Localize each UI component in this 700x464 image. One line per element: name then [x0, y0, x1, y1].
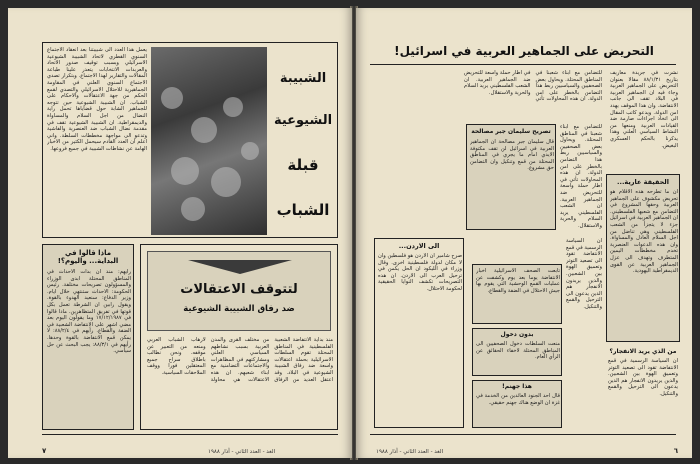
bottom-rule-right — [370, 434, 676, 435]
box-b-text: منعت السلطات دخول الصحفيين الى المناطق المحتلة لاخفاء الحقائق عن الرأي العام. — [476, 341, 560, 361]
page-number-right: ٦ — [673, 447, 678, 455]
who-heading: من الذي يريد الانفجار؟ — [609, 348, 677, 355]
detention-title-panel — [147, 251, 331, 331]
detention-subtitle: ضد رفاق الشبيبة الشيوعية — [183, 304, 295, 314]
page-number-left: ٧ — [42, 447, 47, 455]
col3-text: ان السياسة الرسمية في قمع الانتفاضة تقود الى تصعيد التوتر وتعميق الهوة بين الشعبين. والذين يريدون الانفجار هم الذين يدعون الى الترحيل والقمع والتنكيل. — [566, 238, 602, 310]
youth-feature-box — [42, 42, 338, 238]
detention-text: منذ بداية الانتفاضة الشعبية الفلسطينية في المناطق المحتلة تقوم السلطات الاسرائيلية بحملة اعتقالات واسعة ضد رفاق الشبيبة الشيوعية في البلاد. وقد اعتقل العديد من الرفاق من مختلف القرى والمدن العربية بسبب نشاطهم السياسي العلني ومشاركتهم في المظاهرات والاجتماعات التضامنية مع ابناء شعبهم. ان هذه الاعتقالات هي محاولة لارهاب الشباب العربي ومنعه من التعبير عن موقفه. ونحن نطالب باطلاق سراح جميع المعتقلين فورا ووقف الملاحقات السياسية. — [147, 337, 333, 383]
truth-heading: الحقيقة عارية... — [617, 178, 669, 186]
headline-line-1: الشبيبة — [279, 70, 327, 86]
right-page — [356, 8, 692, 458]
box-c-text: قال احد الجنود العائدين من الخدمة في غزة ان الوضع هناك جهنم حقيقي. — [476, 393, 560, 406]
box-c — [472, 380, 562, 428]
magazine-spread — [4, 2, 696, 460]
interview-heading-1: ماذا قالوا في — [64, 249, 112, 257]
detention-title: لتتوقف الاعتقالات — [180, 282, 298, 297]
sulaiman-text: قال سليمان جبر مصالحة ان الجماهير العربية في اسرائيل لن تقف مكتوفة الايدي امام ما يجري في المناطق المحتلة من قمع وتنكيل وان التضامن حق مشروع. — [470, 139, 554, 172]
intro-text: يعمل هذا العدد الى شبيبتنا بعد انعقاد الاجتماع السنوي القطري لاتحاد الشبيبة الشيوعية الاسرائيلي وبسبب توقيف صدور الاتحاد والعربدات الانتخابات يتعذر علينا طباعة المقالات والتقارير لهذا الاجتماع. وبتكرار تصدي الاجتماع السنوي العلني في المقاومة الجماهيرية للاحتلال الاسرائيلي والتصدي لقمع الحكم من جهة الاعتقالات والاحكام على الشباب. ان الشبيبة الشيوعية حين تتوجه للجماهير الشابة حول قضاياها تحمل راية النضال من اجل السلام والمساواة والديمقراطية. ان الشبيبة الشيوعية تقف في مقدمة نضال الشباب ضد العنصرية والفاشية وتدعو الى مواجهة مخططات السلطة. واني اعلم ان العدد القادم سيحمل الكثير من الاخبار الهامة عن نشاطات الشبيبة في جميع فروعها. — [47, 47, 147, 152]
sulaiman-heading: تصريح سليمان جبر مصالحة — [471, 128, 551, 135]
col2-text: للتضامن مع ابناء شعبنا في المناطق المحتلة. ويحاول بعض الصحفيين والسياسيين ربط هذا التضامن بالخطر على امن الدولة. ان هذه المحاولات تأتي في اطار حملة واسعة للتحريض ضد الجماهير العربية. ان الشعب الفلسطيني يريد السلام والحرية والاستقلال. — [464, 70, 602, 103]
jordan-heading: الى الاردن... — [398, 242, 440, 250]
left-page — [8, 8, 352, 458]
headline-line-3: قبلة — [287, 155, 319, 174]
youth-crowd-photo — [151, 47, 267, 235]
headline-line-4: الشباب — [276, 201, 330, 220]
photo-headline — [271, 57, 335, 233]
box-a — [472, 264, 562, 324]
box-b — [472, 328, 562, 376]
col2-continued: للتضامن مع ابناء شعبنا في المناطق المحتلة. ويحاول بعض الصحفيين والسياسيين ربط هذا التضامن بالخطر على امن الدولة. ان هذه المحاولات تأتي في اطار حملة واسعة للتحريض ضد الجماهير العربية. ان الشعب الفلسطيني يريد السلام والحرية والاستقلال. — [560, 124, 602, 229]
headline-line-2: الشيوعية — [273, 113, 333, 129]
headline-rule — [370, 64, 676, 65]
footer-left: الغد - العدد الثاني - آذار ١٩٨٨ — [208, 449, 276, 455]
box-a-text: تابعت الصحف الاسرائيلية اخبار الانتفاضة يوما بعد يوم وكشفت عن عمليات القمع الوحشية التي يقوم بها جيش الاحتلال في الضفة والقطاع. — [476, 268, 560, 294]
who-text: ان السياسة الرسمية في قمع الانتفاضة تقود الى تصعيد التوتر وتعميق الهوة بين الشعبين. والذين يريدون الانفجار هم الذين يدعون الى الترحيل والقمع والتنكيل. — [608, 358, 678, 397]
truth-text: ان ما تطرحه هذه الاقلام هو تحريض مكشوف على الجماهير العربية وحقها المشروع في التضامن مع شعبها الفلسطيني. ان الجماهير العربية في اسرائيل جزء لا يتجزأ من الشعب الفلسطيني وهي تناضل من اجل السلام العادل والمساواة. وان هذه الدعوات العنصرية تخدم مخططات اليمين المتطرف وتهدف الى عزل الجماهير العربية عن القوى الديمقراطية اليهودية. — [610, 189, 678, 275]
truth-box — [606, 174, 680, 342]
interview-heading-2: البداية... واليوم؟! — [57, 257, 119, 265]
footer-right: الغد - العدد الثاني - آذار ١٩٨٨ — [376, 449, 444, 455]
jordan-box — [374, 238, 464, 428]
box-c-heading: هذا جهنم! — [502, 383, 532, 390]
interview-text: رأيهم: منذ ان بدأت الاحداث في المناطق المحتلة ابدى الوزراء والمسؤولون تصريحات مختلفة. رئيس الحكومة: الاحداث ستنتهي خلال ايام. وزير الدفاع: سنعيد الهدوء بالقوة. ويقول رابين ان الشرطة تعمل بكل قوتها في تفريق المتظاهرين. ماذا قالوا في ١٧/١٢/١٩٨٧ وما يقولون اليوم بعد مضي اشهر على الانتفاضة الشعبية في الضفة والقطاع. رأيهم في ٨٨/٢/٤: لا يمكن قمع الانتفاضة بالقوة وحدها. رأيهم في ٨٨/٣/١: يجب البحث عن حل سياسي. — [47, 269, 131, 355]
bottom-rule — [42, 434, 338, 435]
sulaiman-box — [466, 124, 556, 230]
chevron-down-icon — [188, 260, 292, 274]
col1-text: نشرت في جريدة معاريف بتاريخ ٨٨/١/٣١ مقالا بعنوان التحريض على الجماهير العربية وجاء فيه ان الجماهير العربية في البلاد تقف الى جانب الانتفاضة. وان هذا الموقف يهدد امن الدولة. ويدعو كاتب المقال الى اتخاذ اجراءات صارمة ضد القيادات العربية ومنعها من النشاط السياسي العلني وهذا يذكرنا بالحكم العسكري البغيض. — [610, 70, 678, 149]
interview-box — [42, 244, 134, 430]
detention-box — [140, 244, 338, 430]
jordan-text: صرح شامير ان الاردن هو فلسطين وان لا مكان لدولة فلسطينية اخرى. وقال وزراء في الليكود ان الحل يكمن في ترحيل العرب الى الاردن. ان هذه التصريحات تكشف النوايا الحقيقية لحكومة الاحتلال. — [378, 253, 462, 292]
main-headline: التحريض على الجماهير العربية في اسرائيل! — [394, 44, 654, 58]
box-b-heading: بدون دخول — [500, 331, 534, 338]
